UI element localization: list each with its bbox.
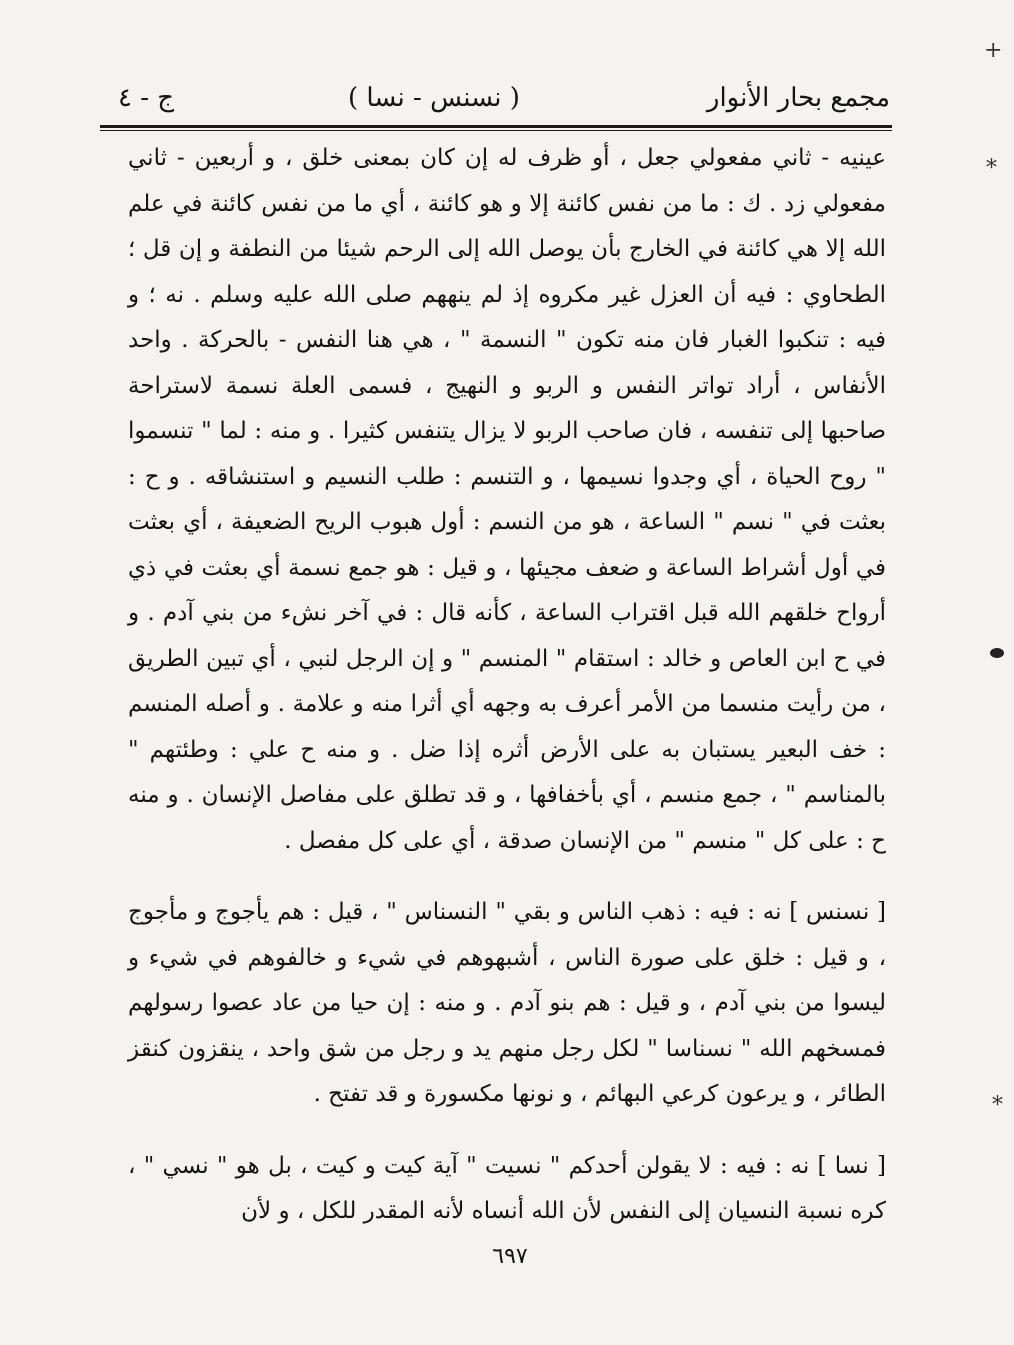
paragraph-nasa: [ نسا ] نه : فيه : لا يقولن أحدكم " نسيت " آية كيت و كيت ، بل هو " نسي " ، كره نسبة النسيان إلى النفس لأن الله أنساه لأنه المقدر للكل ، و لأن [128, 1152, 886, 1224]
main-text [128, 136, 886, 1235]
paragraph-gap [128, 1118, 886, 1144]
volume-label: ج - ٤ [118, 83, 175, 113]
paragraph-gap [128, 864, 886, 890]
running-header [100, 76, 890, 120]
header-topic: ( نسنس - نسا ) [348, 83, 520, 113]
page-number: ٦٩٧ [492, 1244, 528, 1269]
crosshair-mark-icon: + [984, 38, 1003, 63]
paragraph-continuation: عينيه - ثاني مفعولي جعل ، أو ظرف له إن كان بمعنى خلق ، و أربعين - ثاني مفعولي زد . ك : ما من نفس كائنة إلا و هو كائنة ، أي ما من نفس كائنة في علم الله إلا هي كائنة في الخارج بأن يوصل الله إلى الرحم شيئا من النطفة و إن قل ؛ الطحاوي : فيه أن العزل غير مكروه إذ لم ينههم صلى الله عليه وسلم . نه ؛ و فيه : تنكبوا الغبار فان منه تكون " النسمة " ، هي هنا النفس - بالحركة . واحد الأنفاس ، أراد تواتر النفس و الربو و النهيج ، فسمى العلة نسمة لاستراحة صاحبها إلى تنفسه ، فان صاحب الربو لا يزال يتنفس كثيرا . و منه : لما " تنسموا " روح الحياة ، أي وجدوا نسيمها ، و التنسم : طلب النسيم و استنشاقه . و ح : بعثت في " نسم " الساعة ، هو من النسم : أول هبوب الريح الضعيفة ، أي بعثت في أول أشراط الساعة و ضعف مجيئها ، و قيل : هو جمع نسمة أي بعثت في ذي أرواح خلقهم الله قبل اقتراب الساعة ، كأنه قال : في آخر نشء من بني آدم . و في ح ابن العاص و خالد : استقام " المنسم " و إن الرجل لنبي ، أي تبين الطريق ، من رأيت منسما من الأمر أعرف به وجهه أي أثرا منه و علامة . و أصله المنسم : خف البعير يستبان به على الأرض أثره إذا ضل . و منه ح علي : وطئتهم " بالمناسم " ، جمع منسم ، أي بأخفافها ، و قد تطلق على مفاصل الإنسان . و منه ح : على كل " منسم " من الإنسان صدقة ، أي على كل مفصل . [128, 145, 886, 854]
star-mark-icon: * [986, 156, 997, 181]
star-mark-icon: * [992, 1093, 1003, 1118]
header-rule-thin [100, 130, 892, 131]
book-title: مجمع بحار الأنوار [706, 83, 890, 113]
ink-blot-icon [990, 648, 1004, 658]
paragraph-nasnas: [ نسنس ] نه : فيه : ذهب الناس و بقي " النسناس " ، قيل : هم يأجوج و مأجوج ، و قيل : خلق على صورة الناس ، أشبهوهم في شيء و خالفوهم في شيء و ليسوا من بني آدم ، و قيل : هم بنو آدم . و منه : إن حيا من عاد عصوا رسولهم فمسخهم الله " نسناسا " لكل رجل منهم يد و رجل من شق واحد ، ينقزون كنقز الطائر ، و يرعون كرعي البهائم ، و نونها مكسورة و قد تفتح . [128, 899, 886, 1107]
header-rule [100, 125, 892, 128]
